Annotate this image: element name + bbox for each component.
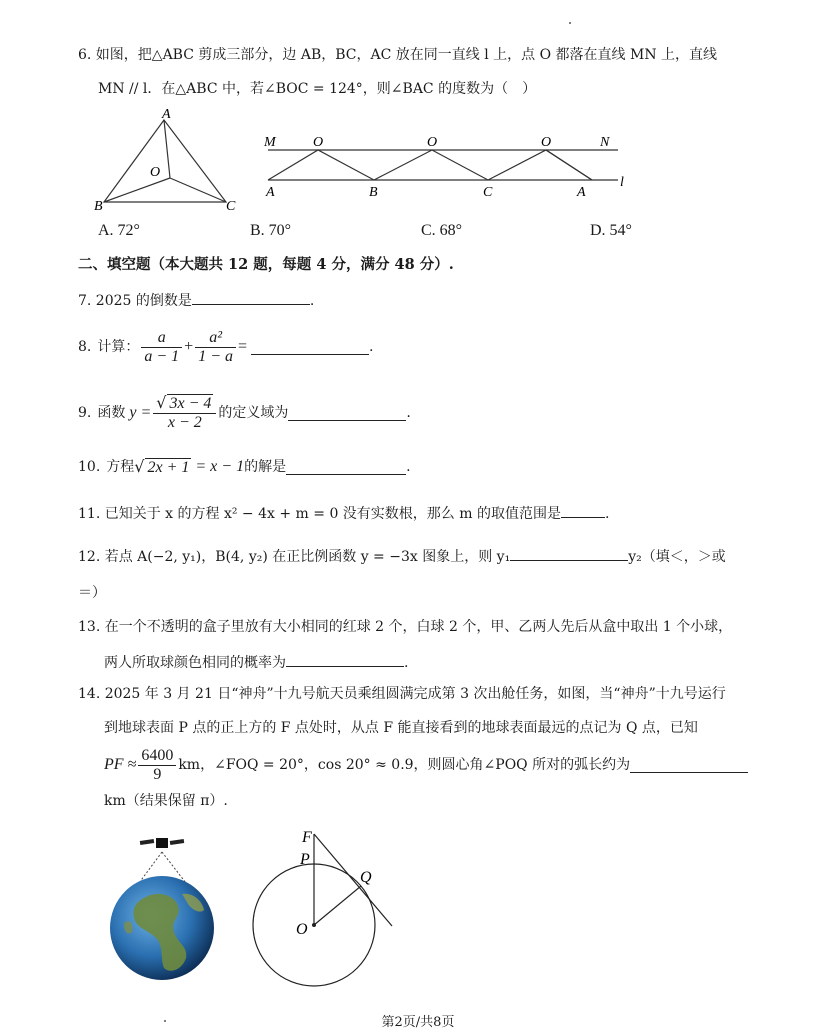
q8-fraction-2: [195, 329, 236, 366]
q6-line-label-l: l: [620, 175, 624, 190]
q8-end: .: [369, 339, 374, 355]
q6-line1: 6. 如图，把△ABC 剪成三部分，边 AB，BC，AC 放在同一直线 l 上，点 O 都落在直线 MN 上，直线: [78, 47, 718, 63]
q8-f1-num: a: [141, 329, 182, 348]
q14-frac-den: 9: [153, 765, 162, 783]
q7-end: .: [309, 293, 315, 309]
q13-answer-blank: [286, 652, 404, 667]
q9-fraction: [153, 394, 216, 432]
q14-answer-blank: [630, 758, 748, 773]
sqrt-icon: √: [156, 393, 167, 412]
q6-line-figure: [262, 130, 634, 206]
q12-line1a: 12. 若点 A(−2, y₁)，B(4, y₂) 在正比例函数 y = −3x 图象上，则 y₁: [78, 549, 511, 565]
q6-option-b: B. 70°: [250, 222, 292, 239]
q8-f2-den: 1 − a: [198, 347, 233, 365]
q11: [78, 503, 609, 523]
q12-line2: ＝）: [78, 585, 106, 601]
q6-line-label-o1: O: [313, 135, 324, 150]
q8-answer-blank: [251, 340, 369, 355]
q6-line2: MN // l．在△ABC 中，若∠BOC = 124°，则∠BAC 的度数为（ ）: [98, 81, 537, 97]
q6-line-label-a2: A: [577, 185, 586, 200]
q8-plus: +: [184, 338, 194, 355]
q10-answer-blank: [286, 460, 406, 475]
q13-line1: 13. 在一个不透明的盒子里放有大小相同的红球 2 个，白球 2 个，甲、乙两人先后从盒中取出 1 个小球，: [78, 619, 733, 635]
section-2-title: 二、填空题（本大题共 12 题，每题 4 分，满分 48 分）.: [78, 256, 454, 273]
q9-radicand: 3x − 4: [169, 395, 212, 412]
q14-geometry-figure: [252, 824, 402, 996]
q10-num: 10.: [78, 459, 101, 475]
q9-label: 函数: [97, 405, 126, 421]
q14-line3b: km，∠FOQ = 20°，cos 20° ≈ 0.9，则圆心角∠POQ 所对的弧长约为: [178, 757, 631, 773]
q14-label-p: P: [300, 851, 310, 868]
q6-option-c: C. 68°: [421, 222, 463, 239]
q9: [78, 390, 411, 436]
q11-answer-blank: [561, 503, 605, 518]
q6-line-label-m: M: [264, 135, 276, 150]
q6-line-label-n: N: [600, 135, 610, 150]
q10-end: .: [406, 459, 411, 475]
q9-num: 9.: [78, 405, 92, 421]
q8-f1-den: a − 1: [144, 347, 180, 365]
q10-label: 方程: [106, 459, 135, 475]
earth-satellite-illustration: [104, 828, 220, 990]
q7: [78, 290, 314, 310]
satellite-icon: [140, 838, 184, 848]
q10-radicand: 2x + 1: [147, 459, 190, 476]
q9-numerator: [153, 394, 216, 414]
q9-answer-blank: [288, 406, 406, 421]
q12-line1b: y₂（填＜，＞或: [628, 549, 726, 565]
q12-answer-blank: [510, 546, 628, 561]
q12-line1: [78, 546, 726, 566]
q8-f2-num: a²: [195, 329, 236, 348]
q6-option-d: D. 54°: [590, 222, 632, 239]
q6-tri-label-a: A: [162, 107, 171, 122]
q8-label: 计算：: [97, 339, 140, 355]
q6-line-label-a1: A: [266, 185, 275, 200]
q13-end: .: [404, 655, 409, 671]
q13-line2: 两人所取球颜色相同的概率为: [104, 655, 286, 671]
q11-text: 11. 已知关于 x 的方程 x² − 4x + m = 0 没有实数根，那么 m 的取值范围是: [78, 506, 561, 522]
q14-fraction: [138, 747, 176, 784]
q14-line2: 到地球表面 P 点的正上方的 F 点处时，从点 F 能直接看到的地球表面最远的点记为 Q 点，已知: [104, 720, 698, 736]
q6-triangle-figure: [92, 106, 242, 214]
q9-suffix: 的定义域为: [218, 405, 289, 421]
q14-line4: km（结果保留 π）.: [104, 793, 228, 809]
page-footer: 第2页/共8页: [381, 1015, 455, 1030]
q6-line-label-o2: O: [427, 135, 438, 150]
q10-suffix: 的解是: [244, 459, 287, 475]
q8-fraction-1: [141, 329, 182, 366]
q6-line-label-c: C: [483, 185, 493, 200]
q10-rhs: = x − 1: [195, 458, 245, 475]
q6-line-label-o3: O: [541, 135, 552, 150]
q8: [78, 326, 373, 368]
sqrt-icon: √: [134, 457, 145, 476]
q6-tri-label-b: B: [94, 199, 103, 214]
q7-answer-blank: [192, 290, 310, 305]
q11-end: .: [604, 506, 610, 522]
q14-line3: [104, 742, 748, 788]
q14-label-q: Q: [360, 869, 372, 886]
q14-line1: 14. 2025 年 3 月 21 日“神舟”十九号航天员乘组圆满完成第 3 次出舱任务，如图，当“神舟”十九号运行: [78, 686, 726, 702]
q6-option-a: A. 72°: [98, 222, 140, 239]
q9-den: x − 2: [167, 414, 202, 431]
q10: [78, 458, 411, 476]
q6-line-label-b: B: [369, 185, 378, 200]
q8-num: 8.: [78, 339, 92, 355]
q14-label-f: F: [302, 829, 312, 846]
q6-tri-label-c: C: [226, 199, 236, 214]
q6-tri-label-o: O: [150, 165, 161, 180]
q9-y: y =: [129, 404, 152, 421]
q13-line2-wrap: [104, 652, 408, 672]
q9-end: .: [406, 405, 411, 421]
q7-text: 7. 2025 的倒数是: [78, 293, 192, 309]
q8-eq: =: [237, 338, 248, 355]
q14-frac-num: 6400: [138, 747, 176, 766]
q14-label-o: O: [296, 921, 308, 938]
q14-pf: PF ≈: [104, 756, 137, 773]
